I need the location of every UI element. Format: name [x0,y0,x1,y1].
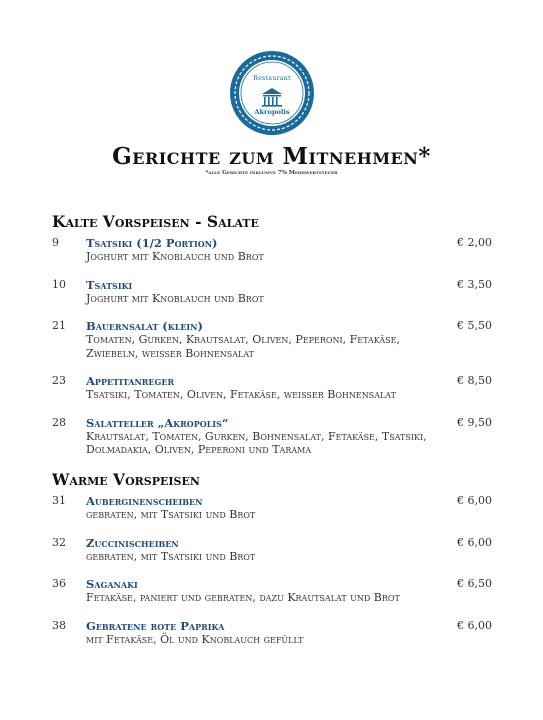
page-title: Gerichte zum Mitnehmen* [112,143,431,170]
item-name: Tsatsiki (1/2 Portion) [86,236,218,250]
menu-item [52,278,492,306]
item-price: € 3,50 [457,277,492,291]
item-number: 21 [52,319,66,332]
menu-item [52,494,492,522]
item-price: € 2,00 [457,236,492,249]
item-number: 9 [52,236,59,249]
item-description: Tsatsiki, Tomaten, Oliven, Fetakäse, weisser Bohnensalat [86,388,396,401]
logo-bottom-text: Akropolis [254,108,290,116]
item-number: 36 [52,577,66,590]
item-price: € 6,50 [457,577,492,590]
logo-seal [229,50,315,136]
item-name: Zuccinischeiben [86,535,179,550]
item-name: Salatteller „Akropolis“ [86,415,229,430]
item-number: 31 [52,494,66,507]
item-description: gebraten, mit Tsatsiki und Brot [86,549,256,563]
menu-item [52,374,492,402]
vat-note: *alle Gerichte inklusive 7% Mehrwertsteuer [205,170,338,176]
item-description: gebraten, mit Tsatsiki und Brot [86,508,256,521]
item-price: € 5,50 [457,319,492,332]
item-number: 10 [52,277,66,291]
menu-item [52,319,492,360]
item-number: 23 [52,374,66,387]
item-description: Fetakäse, paniert und gebraten, dazu Krautsalat und Brot [86,591,400,604]
restaurant-logo [229,50,315,136]
item-description: Tomaten, Gurken, Krautsalat, Oliven, Peperoni, Fetakäse, Zwiebeln, weisser Bohnensalat [86,333,400,360]
item-description: mit Fetakäse, Öl und Knoblauch gefüllt [86,632,304,646]
menu-item [52,416,492,457]
item-name: Appetitanreger [86,374,175,388]
section-heading: Warme Vorspeisen [52,470,200,489]
item-price: € 8,50 [457,374,492,387]
section-warm-starters [52,470,492,660]
menu-item [52,236,492,264]
item-price: € 6,00 [457,494,492,507]
logo-top-text: Restaurant [253,75,291,82]
item-number: 28 [52,415,66,429]
item-description: Joghurt mit Knoblauch und Brot [86,291,264,305]
section-cold-starters [52,212,492,471]
menu-item [52,536,492,564]
item-price: € 6,00 [457,618,492,632]
item-name: Auberginenscheiben [86,494,203,508]
item-name: Saganaki [86,577,138,591]
item-name: Gebratene rote Paprika [86,618,225,633]
item-name: Tsatsiki [86,277,133,292]
menu-item [52,619,492,647]
item-number: 32 [52,535,66,549]
item-description: Krautsalat, Tomaten, Gurken, Bohnensalat, Fetakäse, Tsatsiki, Dolmadakia, Oliven, Peperoni und Tarama [86,429,427,456]
item-price: € 9,50 [457,415,492,429]
item-number: 38 [52,618,66,632]
item-description: Joghurt mit Knoblauch und Brot [86,250,264,263]
menu-item [52,577,492,605]
section-heading: Kalte Vorspeisen - Salate [52,212,259,231]
item-name: Bauernsalat (klein) [86,319,203,333]
item-price: € 6,00 [457,535,492,549]
